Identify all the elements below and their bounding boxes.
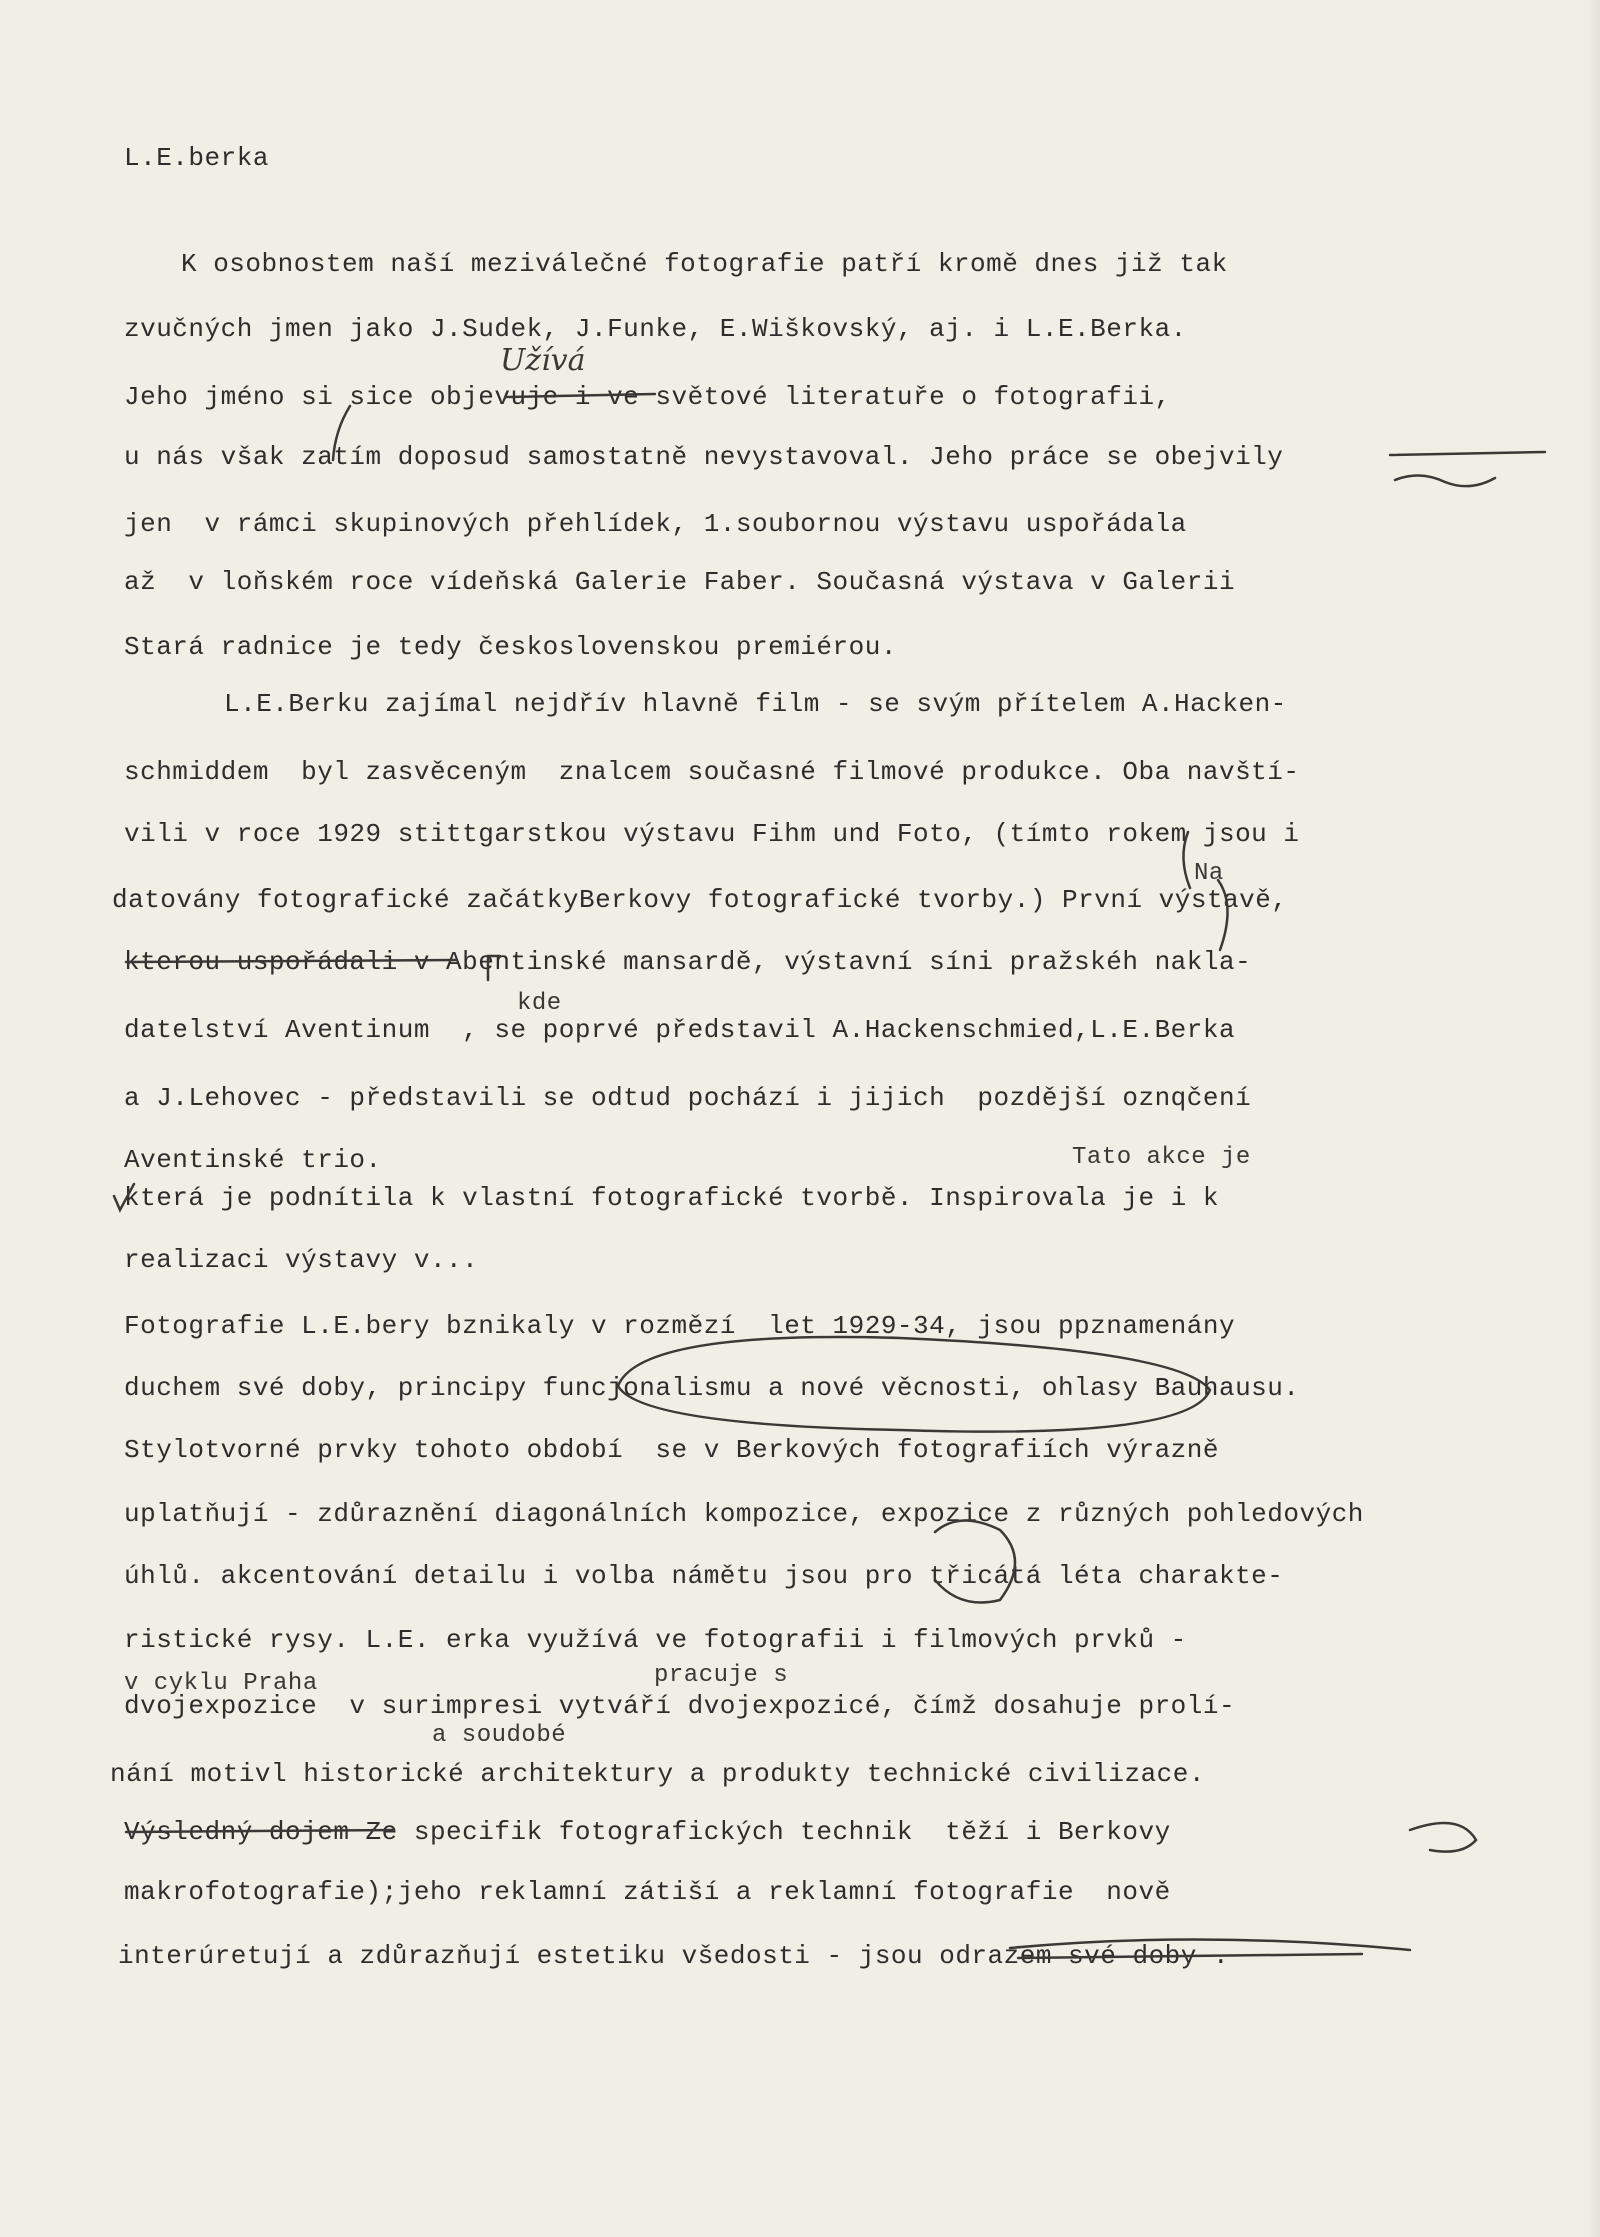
text-line-23: ristické rysy. L.E. erka využívá ve fotografii i filmových prvků - (124, 1625, 1187, 1655)
text-line-3: Jeho jméno si sice objevuje i ve světové literatuře o fotografii, (124, 382, 1171, 412)
strike-mark (126, 960, 456, 962)
text-line-24: dvojexpozice v surimpresi vytváří dvojexpozicé, čímž dosahuje prolí- (124, 1691, 1236, 1721)
text-line-20: Stylotvorné prvky tohoto období se v Berkových fotografiích výrazně (124, 1435, 1219, 1465)
strike-mark (1018, 1954, 1362, 1958)
text-line-13: datelství Aventinum , se poprvé představil A.Hackenschmied,L.E.Berka (124, 1015, 1236, 1045)
document-title: L.E.berka (124, 143, 269, 173)
text-line-7: Stará radnice je tedy československou premiérou. (124, 632, 897, 662)
insertion-a-soudobe: a soudobé (432, 1722, 567, 1749)
text-line-22: úhlů. akcentování detailu i volba námětu jsou pro třicátá léta charakte- (124, 1561, 1284, 1591)
strike-mark (505, 394, 655, 397)
circle-mark (935, 1520, 1015, 1602)
check-mark (114, 1184, 134, 1210)
bracket-mark (1183, 832, 1190, 888)
squiggle-mark (1010, 1939, 1410, 1950)
scribble-mark (1410, 1823, 1476, 1852)
text-line-2: zvučných jmen jako J.Sudek, J.Funke, E.Wiškovský, aj. i L.E.Berka. (124, 314, 1187, 344)
text-line-17: realizaci výstavy v... (124, 1245, 479, 1275)
insertion-tato-akce: Tato akce je (1072, 1144, 1251, 1171)
text-line-10: vili v roce 1929 stittgarstkou výstavu Fihm und Foto, (tímto rokem jsou i (124, 819, 1300, 849)
insertion-kde: kde (517, 990, 562, 1017)
text-line-27: makrofotografie);jeho reklamní zátiší a reklamní fotografie nově (124, 1877, 1171, 1907)
text-line-21: uplatňují - zdůraznění diagonálních kompozice, expozice z různých pohledových (124, 1499, 1364, 1529)
bracket-mark (1218, 880, 1228, 950)
circle-mark (618, 1337, 1210, 1432)
text-line-4: u nás však zatím doposud samostatně nevystavoval. Jeho práce se obejvily (124, 442, 1284, 472)
handwritten-note: Užívá (500, 343, 586, 378)
insertion-na: Na (1194, 860, 1224, 887)
text-line-12: kterou uspořádali v Abentinské mansardě, výstavní síni pražskéh nakla- (124, 947, 1252, 977)
insertion-v-cyklu-praha: v cyklu Praha (124, 1670, 318, 1697)
squiggle-mark (1395, 475, 1495, 486)
strike-mark (1390, 452, 1545, 455)
text-line-9: schmiddem byl zasvěceným znalcem současné filmové produkce. Oba navští- (124, 757, 1300, 787)
text-line-25: nání motivl historické architektury a produkty technické civilizace. (110, 1759, 1205, 1789)
bracket-mark (488, 956, 500, 980)
text-line-1: K osobnostem naší meziválečné fotografie patří kromě dnes již tak (181, 249, 1228, 279)
insertion-pracuje-s: pracuje s (654, 1662, 789, 1689)
strike-mark (126, 1830, 394, 1832)
text-line-19: duchem své doby, principy funcjonalismu a nové věcnosti, ohlasy Bauhausu. (124, 1373, 1300, 1403)
text-line-6: až v loňském roce vídeňská Galerie Faber. Současná výstava v Galerii (124, 567, 1236, 597)
text-line-26: Výsledný dojem Ze specifik fotografických technik těží i Berkovy (124, 1817, 1171, 1847)
text-line-15: Aventinské trio. (124, 1145, 382, 1175)
text-line-16: která je podnítila k vlastní fotografické tvorbě. Inspirovala je i k (124, 1183, 1219, 1213)
text-line-11: datovány fotografické začátkyBerkovy fotografické tvorby.) První výstavě, (112, 885, 1288, 915)
text-line-18: Fotografie L.E.bery bznikaly v rozmězí let 1929-34, jsou ppznamenány (124, 1311, 1236, 1341)
text-line-14: a J.Lehovec - představili se odtud pochází i jijich pozdější oznqčení (124, 1083, 1252, 1113)
text-line-28: interúretují a zdůrazňují estetiku všedosti - jsou odrazem své doby . (118, 1941, 1230, 1971)
text-line-8: L.E.Berku zajímal nejdřív hlavně film - se svým přítelem A.Hacken- (224, 689, 1287, 719)
insert-caret (333, 406, 350, 460)
text-line-5: jen v rámci skupinových přehlídek, 1.soubornou výstavu uspořádala (124, 509, 1187, 539)
